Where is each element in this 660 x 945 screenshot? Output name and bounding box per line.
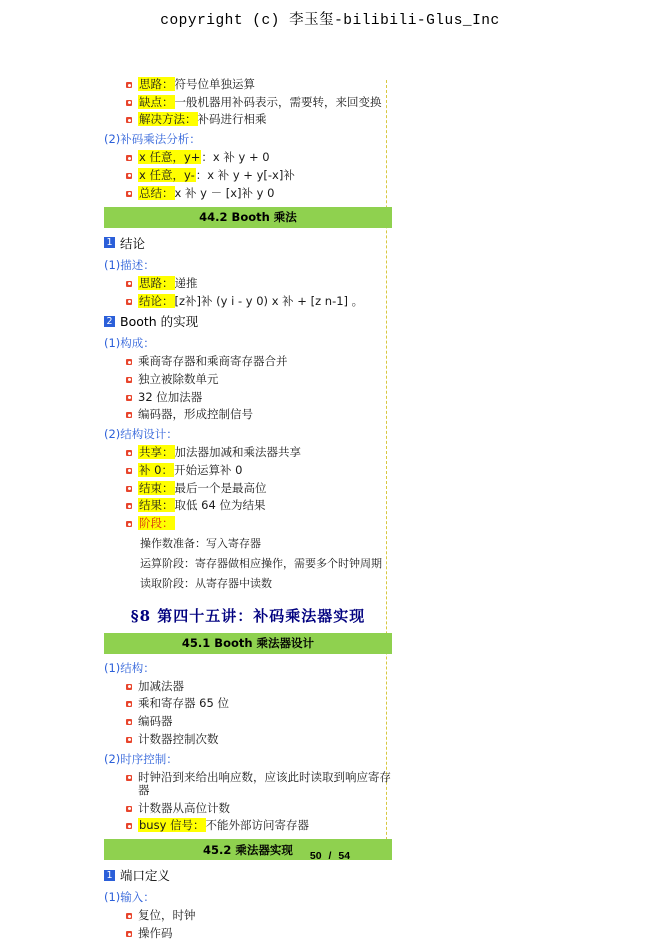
heading-booth-impl — [104, 312, 392, 330]
bullet-icon — [126, 377, 135, 383]
bullet-icon — [126, 281, 135, 287]
page-separator: / — [328, 850, 332, 862]
item-text: ：x 补 y + 0 — [201, 150, 270, 165]
list-item — [126, 819, 392, 832]
item-text: 符号位单独运算 — [174, 77, 255, 91]
item-text: [z补]补 (y i - y 0) x 补 + [z n-1] 。 — [174, 293, 364, 308]
heading-text: Booth 的实现 — [120, 314, 199, 330]
list-item — [126, 446, 392, 459]
bullet-icon — [126, 412, 135, 418]
bullet-icon — [126, 450, 135, 456]
heading-conclusion — [104, 234, 392, 252]
list-item — [126, 482, 392, 495]
list-item — [126, 517, 392, 530]
list-item — [126, 187, 392, 200]
list-item — [126, 733, 392, 746]
subsection-heading: (1)描述： — [104, 257, 155, 272]
item-text: 不能外部访问寄存器 — [205, 818, 310, 833]
heading-number: 1 — [104, 870, 115, 881]
item-text: ：x 补 y + y[-x]补 — [195, 167, 295, 182]
item-label: 阶段： — [139, 516, 174, 530]
item-label: x 任意，y- — [139, 167, 195, 182]
item-text: 递推 — [174, 275, 198, 290]
bullet-icon — [126, 191, 135, 197]
bullet-icon — [126, 823, 135, 829]
list-item — [126, 715, 392, 728]
heading-text: 结论 — [120, 235, 146, 251]
bullet-icon — [126, 737, 135, 743]
bullet-icon — [126, 775, 135, 781]
item-label: 结果： — [139, 498, 174, 513]
bullet-icon — [126, 684, 135, 690]
item-label: 共享： — [139, 445, 174, 460]
page-current: 50 — [309, 850, 322, 862]
item-text: 加法器加减和乘法器共享 — [174, 445, 301, 460]
item-text: 编码器，形成控制信号 — [138, 407, 253, 422]
subsection-heading: (1)构成： — [104, 336, 155, 351]
list-item — [126, 355, 392, 368]
bullet-icon — [126, 806, 135, 812]
list-item — [126, 927, 392, 940]
bullet-icon — [126, 155, 135, 161]
item-label: 思路： — [139, 77, 174, 91]
item-text: 加减法器 — [138, 678, 184, 693]
page-total: 54 — [338, 850, 351, 862]
item-label: 结论： — [139, 293, 174, 308]
heading-number: 1 — [104, 237, 115, 248]
list-item — [126, 96, 392, 109]
item-label: 解决方法： — [139, 112, 197, 127]
stage-line: 操作数准备：写入寄存器 — [140, 536, 261, 550]
bullet-icon — [126, 503, 135, 509]
subsection-heading: (1)结构： — [104, 660, 155, 675]
bullet-icon — [126, 719, 135, 725]
item-label: busy 信号： — [139, 818, 205, 833]
item-label: 结束： — [139, 480, 174, 495]
bullet-icon — [126, 359, 135, 365]
item-text: x 补 y － [x]补 y 0 — [174, 185, 275, 200]
chapter-title: §8 第四十五讲：补码乘法器实现 — [130, 606, 366, 625]
section-bar-45-2: 45.2 乘法器实现 — [104, 839, 392, 860]
stage-line: 运算阶段：寄存器做相应操作，需要多个时钟周期 — [140, 556, 382, 570]
heading-text: 端口定义 — [120, 868, 171, 884]
list-item — [126, 909, 392, 922]
section-bar-45-1: 45.1 Booth 乘法器设计 — [104, 633, 392, 654]
subsection-heading: (2)结构设计： — [104, 427, 178, 442]
list-item — [126, 771, 392, 797]
item-text: 开始运算补 0 — [173, 462, 243, 477]
bullet-icon — [126, 395, 135, 401]
bullet-icon — [126, 931, 135, 937]
subsection-heading: (2)时序控制： — [104, 751, 178, 766]
list-item — [126, 277, 392, 290]
bullet-icon — [126, 468, 135, 474]
bullet-icon — [126, 117, 135, 123]
item-label: 思路： — [139, 275, 174, 290]
list-item — [126, 680, 392, 693]
item-text: 复位，时钟 — [138, 908, 196, 923]
item-text: 取低 64 位为结果 — [174, 498, 266, 513]
list-item — [126, 78, 392, 91]
bullet-icon — [126, 486, 135, 492]
list-item — [126, 464, 392, 477]
item-text: 补码进行相乘 — [197, 112, 267, 127]
list-item — [126, 391, 392, 404]
list-item — [126, 373, 392, 386]
item-label: x 任意，y+ — [139, 150, 201, 165]
subsection-heading: (1)输入： — [104, 890, 155, 905]
subsection-heading: (2)补码乘法分析： — [104, 132, 201, 147]
list-item — [126, 295, 392, 308]
bullet-icon — [126, 701, 135, 707]
item-text: 乘商寄存器和乘商寄存器合并 — [138, 354, 288, 369]
bullet-icon — [126, 521, 135, 527]
item-label: 总结： — [139, 185, 174, 200]
bullet-icon — [126, 82, 135, 88]
item-text: 乘和寄存器 65 位 — [138, 696, 229, 711]
item-text: 计数器从高位计数 — [138, 800, 230, 815]
item-text: 时钟沿到来给出响应数，应该此时读取到响应寄存器 — [138, 769, 391, 797]
item-text: 计数器控制次数 — [138, 731, 219, 746]
item-label: 补 0： — [139, 462, 173, 477]
item-text: 操作码 — [138, 926, 173, 941]
heading-number: 2 — [104, 316, 115, 327]
item-text: 编码器 — [138, 714, 173, 729]
bullet-icon — [126, 100, 135, 106]
item-label: 缺点： — [139, 94, 174, 109]
list-item — [126, 169, 392, 182]
page-number — [0, 850, 660, 862]
list-item — [126, 697, 392, 710]
section-bar-44-2: 44.2 Booth 乘法 — [104, 207, 392, 228]
bullet-icon — [126, 173, 135, 179]
heading-port-def — [104, 866, 392, 884]
item-text: 一般机器用补码表示，需要转，来回变换 — [174, 94, 382, 109]
copyright-line: copyright (c) 李玉玺-bilibili-Glus_Inc — [160, 13, 500, 29]
list-item — [126, 408, 392, 421]
stage-line: 读取阶段：从寄存器中读数 — [140, 576, 272, 590]
note-content — [104, 78, 392, 945]
list-item — [126, 802, 392, 815]
list-item — [126, 151, 392, 164]
bullet-icon — [126, 299, 135, 305]
item-text: 独立被除数单元 — [138, 371, 219, 386]
bullet-icon — [126, 913, 135, 919]
list-item — [126, 499, 392, 512]
item-text: 32 位加法器 — [138, 389, 203, 404]
item-text: 最后一个是最高位 — [174, 480, 267, 495]
list-item — [126, 113, 392, 126]
